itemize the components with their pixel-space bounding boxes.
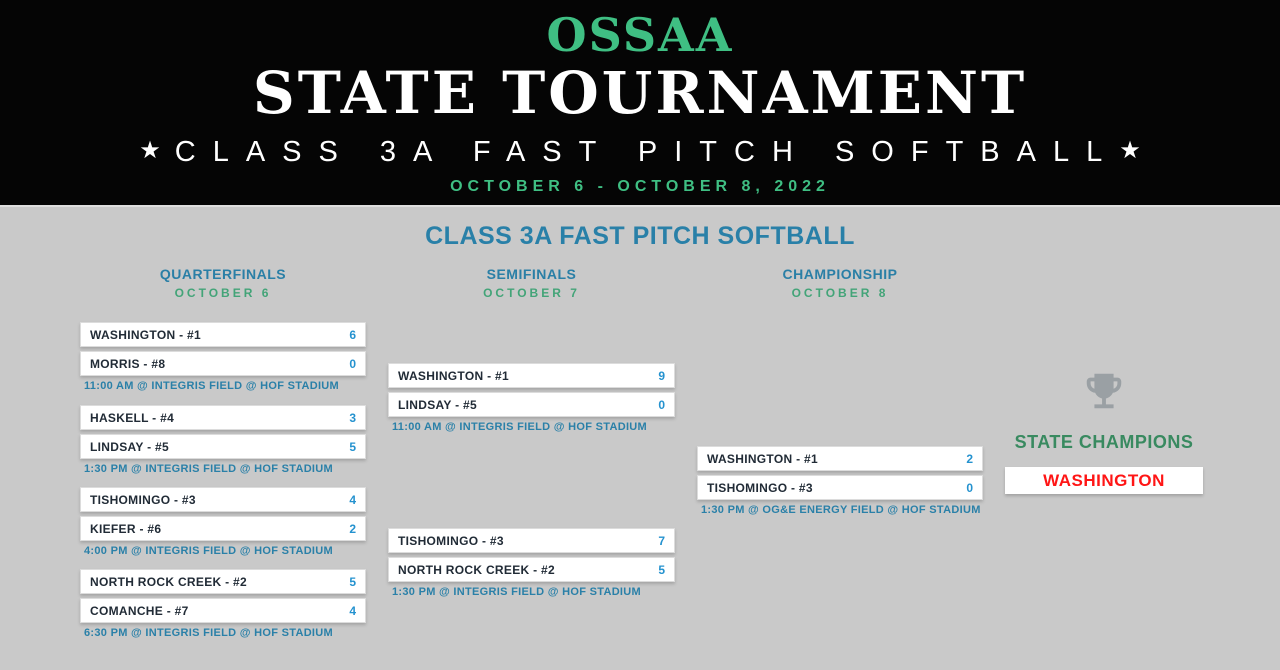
tournament-title: STATE TOURNAMENT xyxy=(252,59,1028,127)
game-semifinal-1 xyxy=(388,363,675,433)
class-subtitle xyxy=(0,136,1280,169)
game-time-location: 1:30 PM @ INTEGRIS FIELD @ HOF STADIUM xyxy=(84,463,333,475)
round-header-quarterfinals xyxy=(80,266,366,300)
team-score: 9 xyxy=(658,368,665,383)
game-time-location: 11:00 AM @ INTEGRIS FIELD @ HOF STADIUM xyxy=(84,380,340,392)
org-name: OSSAA xyxy=(546,8,734,62)
team-name: LINDSAY - #5 xyxy=(90,439,169,454)
game-semifinal-2 xyxy=(388,528,675,598)
team-row xyxy=(388,528,675,553)
round-name: CHAMPIONSHIP xyxy=(782,266,898,282)
trophy-icon xyxy=(1081,368,1127,414)
team-score: 4 xyxy=(349,492,356,507)
team-score: 2 xyxy=(966,451,973,466)
team-score: 5 xyxy=(349,574,356,589)
game-time-location: 1:30 PM @ OG&E ENERGY FIELD @ HOF STADIUM xyxy=(701,504,981,516)
team-row xyxy=(80,598,366,623)
team-row xyxy=(80,405,366,430)
team-row xyxy=(80,569,366,594)
team-name: TISHOMINGO - #3 xyxy=(398,533,504,548)
team-row xyxy=(388,557,675,582)
round-date: OCTOBER 6 xyxy=(174,286,272,300)
star-icon: ★ xyxy=(139,137,161,164)
team-row xyxy=(80,351,366,376)
team-name: MORRIS - #8 xyxy=(90,356,166,371)
team-row xyxy=(388,363,675,388)
game-quarterfinal-1 xyxy=(80,322,366,392)
team-name: COMANCHE - #7 xyxy=(90,603,189,618)
game-championship xyxy=(697,446,983,516)
team-row xyxy=(388,392,675,417)
round-date: OCTOBER 8 xyxy=(791,286,889,300)
round-date: OCTOBER 7 xyxy=(483,286,580,300)
team-score: 2 xyxy=(349,521,356,536)
class-subtitle-text: CLASS 3A FAST PITCH SOFTBALL xyxy=(174,136,1120,168)
game-time-location: 11:00 AM @ INTEGRIS FIELD @ HOF STADIUM xyxy=(392,421,648,433)
state-champions-label: STATE CHAMPIONS xyxy=(1014,432,1194,452)
champion-team-name: WASHINGTON xyxy=(1005,467,1203,494)
team-score: 5 xyxy=(658,562,665,577)
team-score: 7 xyxy=(658,533,665,548)
round-name: QUARTERFINALS xyxy=(159,266,287,282)
team-score: 4 xyxy=(349,603,356,618)
team-score: 6 xyxy=(349,327,356,342)
team-name: TISHOMINGO - #3 xyxy=(90,492,196,507)
state-champion-panel xyxy=(1005,368,1203,494)
team-score: 0 xyxy=(966,480,973,495)
page-title: CLASS 3A FAST PITCH SOFTBALL xyxy=(425,222,855,250)
team-name: LINDSAY - #5 xyxy=(398,397,477,412)
team-name: WASHINGTON - #1 xyxy=(398,368,509,383)
team-row xyxy=(80,516,366,541)
team-row xyxy=(697,475,983,500)
tournament-dates: OCTOBER 6 - OCTOBER 8, 2022 xyxy=(450,178,830,195)
round-header-semifinals xyxy=(388,266,675,300)
team-name: KIEFER - #6 xyxy=(90,521,162,536)
team-name: WASHINGTON - #1 xyxy=(707,451,818,466)
team-row xyxy=(80,487,366,512)
team-score: 3 xyxy=(349,410,356,425)
team-name: TISHOMINGO - #3 xyxy=(707,480,813,495)
game-quarterfinal-3 xyxy=(80,487,366,557)
round-name: SEMIFINALS xyxy=(486,266,577,282)
team-name: WASHINGTON - #1 xyxy=(90,327,201,342)
game-time-location: 4:00 PM @ INTEGRIS FIELD @ HOF STADIUM xyxy=(84,545,333,557)
game-quarterfinal-4 xyxy=(80,569,366,639)
team-row xyxy=(80,322,366,347)
team-score: 0 xyxy=(658,397,665,412)
team-row xyxy=(80,434,366,459)
round-header-championship xyxy=(697,266,983,300)
tournament-header xyxy=(0,0,1280,207)
team-score: 0 xyxy=(349,356,356,371)
team-row xyxy=(697,446,983,471)
game-quarterfinal-2 xyxy=(80,405,366,475)
bracket-area xyxy=(0,207,1280,670)
game-time-location: 1:30 PM @ INTEGRIS FIELD @ HOF STADIUM xyxy=(392,586,641,598)
game-time-location: 6:30 PM @ INTEGRIS FIELD @ HOF STADIUM xyxy=(84,627,333,639)
team-name: NORTH ROCK CREEK - #2 xyxy=(398,562,555,577)
team-score: 5 xyxy=(349,439,356,454)
team-name: NORTH ROCK CREEK - #2 xyxy=(90,574,247,589)
star-icon: ★ xyxy=(1119,137,1141,164)
team-name: HASKELL - #4 xyxy=(90,410,175,425)
